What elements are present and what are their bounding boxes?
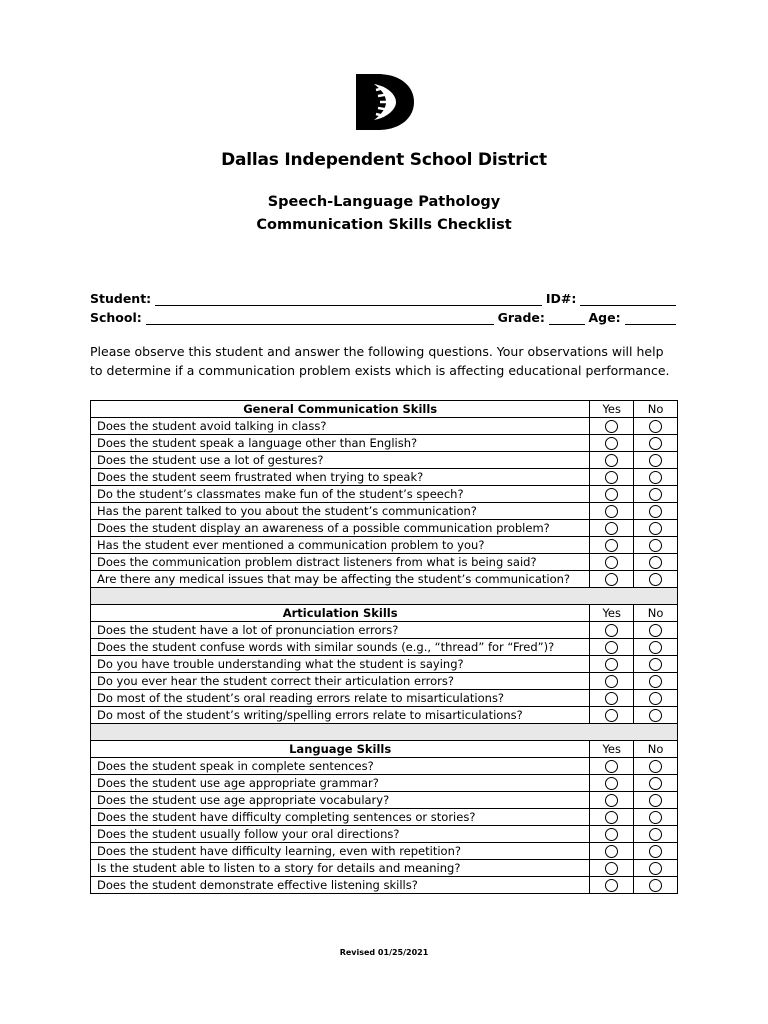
yes-cell — [590, 418, 634, 435]
yes-radio[interactable] — [605, 624, 618, 637]
question-row — [91, 843, 678, 860]
question-text: Has the parent talked to you about the student’s communication? — [91, 503, 590, 520]
yes-cell — [590, 571, 634, 588]
yes-radio[interactable] — [605, 437, 618, 450]
yes-cell — [590, 469, 634, 486]
no-radio[interactable] — [649, 437, 662, 450]
no-cell — [634, 826, 678, 843]
id-label: ID#: — [545, 291, 577, 306]
yes-radio[interactable] — [605, 641, 618, 654]
question-row — [91, 758, 678, 775]
section-header — [91, 741, 678, 758]
no-radio[interactable] — [649, 471, 662, 484]
section-header — [91, 401, 678, 418]
question-text: Do the student’s classmates make fun of the student’s speech? — [91, 486, 590, 503]
no-radio[interactable] — [649, 420, 662, 433]
yes-radio[interactable] — [605, 505, 618, 518]
yes-cell — [590, 673, 634, 690]
question-row — [91, 554, 678, 571]
separator-cell — [91, 588, 678, 605]
question-row — [91, 792, 678, 809]
question-row — [91, 826, 678, 843]
yes-cell — [590, 656, 634, 673]
yes-column-header: Yes — [590, 605, 634, 622]
yes-cell — [590, 792, 634, 809]
yes-cell — [590, 486, 634, 503]
yes-radio[interactable] — [605, 692, 618, 705]
no-radio[interactable] — [649, 658, 662, 671]
no-radio[interactable] — [649, 828, 662, 841]
question-text: Does the student use a lot of gestures? — [91, 452, 590, 469]
question-text: Are there any medical issues that may be affecting the student’s communication? — [91, 571, 590, 588]
no-cell — [634, 860, 678, 877]
question-text: Does the student speak in complete sentences? — [91, 758, 590, 775]
separator-cell — [91, 724, 678, 741]
yes-radio[interactable] — [605, 709, 618, 722]
question-text: Does the communication problem distract listeners from what is being said? — [91, 554, 590, 571]
age-label: Age: — [588, 310, 621, 325]
no-cell — [634, 639, 678, 656]
no-radio[interactable] — [649, 675, 662, 688]
yes-cell — [590, 707, 634, 724]
question-text: Does the student display an awareness of a possible communication problem? — [91, 520, 590, 537]
yes-cell — [590, 860, 634, 877]
question-text: Does the student speak a language other than English? — [91, 435, 590, 452]
yes-radio[interactable] — [605, 675, 618, 688]
question-row — [91, 860, 678, 877]
no-column-header: No — [634, 741, 678, 758]
question-row — [91, 622, 678, 639]
question-text: Is the student able to listen to a story for details and meaning? — [91, 860, 590, 877]
no-radio[interactable] — [649, 522, 662, 535]
question-row — [91, 537, 678, 554]
no-cell — [634, 775, 678, 792]
yes-radio[interactable] — [605, 488, 618, 501]
no-radio[interactable] — [649, 488, 662, 501]
question-text: Do most of the student’s writing/spelling errors relate to misarticulations? — [91, 707, 590, 724]
yes-radio[interactable] — [605, 811, 618, 824]
student-field[interactable] — [155, 293, 542, 306]
question-row — [91, 690, 678, 707]
question-row — [91, 486, 678, 503]
no-cell — [634, 554, 678, 571]
yes-cell — [590, 877, 634, 894]
question-row — [91, 877, 678, 894]
no-radio[interactable] — [649, 641, 662, 654]
school-field[interactable] — [146, 312, 494, 325]
yes-radio[interactable] — [605, 794, 618, 807]
section-title: General Communication Skills — [91, 401, 590, 418]
no-radio[interactable] — [649, 794, 662, 807]
question-text: Do you have trouble understanding what the student is saying? — [91, 656, 590, 673]
question-text: Has the student ever mentioned a communication problem to you? — [91, 537, 590, 554]
revision-date: Revised 01/25/2021 — [339, 948, 429, 957]
question-text: Does the student have difficulty learning, even with repetition? — [91, 843, 590, 860]
district-title: Dallas Independent School District — [221, 150, 547, 170]
question-text: Do you ever hear the student correct their articulation errors? — [91, 673, 590, 690]
no-radio[interactable] — [649, 862, 662, 875]
no-cell — [634, 469, 678, 486]
question-text: Does the student avoid talking in class? — [91, 418, 590, 435]
question-row — [91, 418, 678, 435]
question-row — [91, 452, 678, 469]
question-text: Does the student use age appropriate vocabulary? — [91, 792, 590, 809]
no-cell — [634, 435, 678, 452]
age-field[interactable] — [625, 312, 676, 325]
no-cell — [634, 503, 678, 520]
question-row — [91, 775, 678, 792]
question-row — [91, 469, 678, 486]
question-text: Does the student confuse words with similar sounds (e.g., “thread” for “Fred”)? — [91, 639, 590, 656]
no-cell — [634, 792, 678, 809]
yes-radio[interactable] — [605, 539, 618, 552]
yes-column-header: Yes — [590, 741, 634, 758]
section-separator — [91, 588, 678, 605]
no-cell — [634, 758, 678, 775]
no-cell — [634, 809, 678, 826]
student-row — [90, 287, 680, 306]
question-row — [91, 707, 678, 724]
no-radio[interactable] — [649, 556, 662, 569]
question-row — [91, 673, 678, 690]
no-cell — [634, 418, 678, 435]
grade-field[interactable] — [549, 312, 585, 325]
yes-radio[interactable] — [605, 573, 618, 586]
checklist-table — [90, 400, 678, 894]
yes-cell — [590, 758, 634, 775]
yes-cell — [590, 690, 634, 707]
yes-cell — [590, 622, 634, 639]
no-cell — [634, 843, 678, 860]
yes-radio[interactable] — [605, 828, 618, 841]
question-text: Does the student demonstrate effective listening skills? — [91, 877, 590, 894]
section-separator — [91, 724, 678, 741]
yes-cell — [590, 503, 634, 520]
yes-cell — [590, 520, 634, 537]
yes-radio[interactable] — [605, 777, 618, 790]
question-text: Does the student use age appropriate grammar? — [91, 775, 590, 792]
yes-cell — [590, 843, 634, 860]
no-cell — [634, 877, 678, 894]
yes-cell — [590, 809, 634, 826]
yes-cell — [590, 537, 634, 554]
question-text: Does the student usually follow your oral directions? — [91, 826, 590, 843]
question-row — [91, 639, 678, 656]
question-row — [91, 503, 678, 520]
no-radio[interactable] — [649, 845, 662, 858]
no-radio[interactable] — [649, 879, 662, 892]
no-cell — [634, 622, 678, 639]
no-radio[interactable] — [649, 454, 662, 467]
no-radio[interactable] — [649, 777, 662, 790]
no-cell — [634, 452, 678, 469]
yes-cell — [590, 435, 634, 452]
yes-radio[interactable] — [605, 658, 618, 671]
yes-cell — [590, 452, 634, 469]
instructions-text: Please observe this student and answer the following questions. Your observations will help to determine if a communication problem exists which is affecting educational performance. — [90, 344, 670, 378]
no-radio[interactable] — [649, 505, 662, 518]
question-text: Does the student seem frustrated when trying to speak? — [91, 469, 590, 486]
yes-column-header: Yes — [590, 401, 634, 418]
question-row — [91, 571, 678, 588]
yes-radio[interactable] — [605, 845, 618, 858]
no-cell — [634, 520, 678, 537]
student-info-fields — [90, 287, 680, 325]
no-cell — [634, 656, 678, 673]
no-cell — [634, 486, 678, 503]
no-cell — [634, 707, 678, 724]
question-row — [91, 435, 678, 452]
form-title: Communication Skills Checklist — [256, 217, 512, 233]
no-radio[interactable] — [649, 709, 662, 722]
section-header — [91, 605, 678, 622]
no-radio[interactable] — [649, 811, 662, 824]
yes-radio[interactable] — [605, 760, 618, 773]
school-label: School: — [90, 310, 142, 325]
question-row — [91, 656, 678, 673]
form-subtitle: Speech-Language Pathology — [267, 194, 501, 210]
question-row — [91, 809, 678, 826]
student-label: Student: — [90, 291, 152, 306]
yes-radio[interactable] — [605, 522, 618, 535]
no-column-header: No — [634, 605, 678, 622]
no-radio[interactable] — [649, 624, 662, 637]
yes-radio[interactable] — [605, 556, 618, 569]
no-cell — [634, 537, 678, 554]
dallas-isd-logo-icon — [356, 74, 414, 130]
yes-radio[interactable] — [605, 862, 618, 875]
school-row — [90, 306, 680, 325]
question-text: Does the student have a lot of pronunciation errors? — [91, 622, 590, 639]
section-title: Language Skills — [91, 741, 590, 758]
yes-radio[interactable] — [605, 471, 618, 484]
section-title: Articulation Skills — [91, 605, 590, 622]
no-radio[interactable] — [649, 539, 662, 552]
no-radio[interactable] — [649, 573, 662, 586]
no-radio[interactable] — [649, 692, 662, 705]
no-cell — [634, 571, 678, 588]
yes-cell — [590, 826, 634, 843]
yes-radio[interactable] — [605, 879, 618, 892]
no-cell — [634, 690, 678, 707]
grade-label: Grade: — [497, 310, 545, 325]
no-cell — [634, 673, 678, 690]
yes-radio[interactable] — [605, 420, 618, 433]
no-column-header: No — [634, 401, 678, 418]
id-field[interactable] — [580, 293, 676, 306]
question-text: Do most of the student’s oral reading errors relate to misarticulations? — [91, 690, 590, 707]
yes-radio[interactable] — [605, 454, 618, 467]
yes-cell — [590, 554, 634, 571]
yes-cell — [590, 639, 634, 656]
no-radio[interactable] — [649, 760, 662, 773]
question-text: Does the student have difficulty completing sentences or stories? — [91, 809, 590, 826]
question-row — [91, 520, 678, 537]
yes-cell — [590, 775, 634, 792]
